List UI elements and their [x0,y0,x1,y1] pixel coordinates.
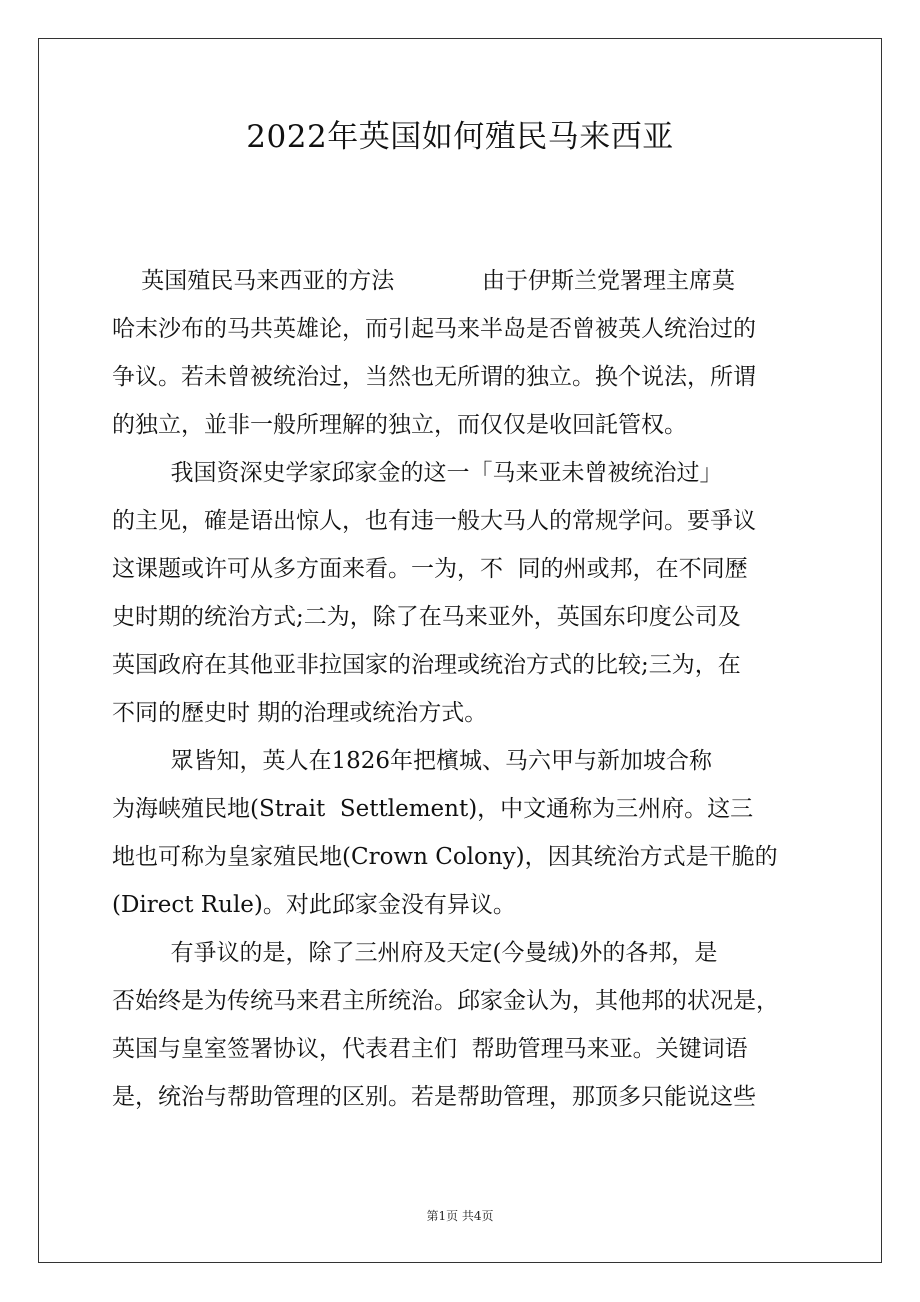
text-line: 英国与皇室签署协议，代表君主们 帮助管理马来亚。关键词语 [112,1036,748,1062]
text-line: 史时期的统治方式;二为，除了在马来亚外，英国东印度公司及 [112,604,741,630]
text-line: 我国资深史学家邱家金的这一「马来亚未曾被统治过」 [112,460,723,486]
text-line: 有爭议的是，除了三州府及天定(今曼绒)外的各邦，是 [112,940,718,966]
paragraph-1 [112,257,812,449]
text-line: (Direct Rule)。对此邱家金没有异议。 [112,892,516,918]
text-line: 否始终是为传统马来君主所统治。邱家金认为，其他邦的状况是， [112,988,779,1014]
text-line: 争议。若未曾被统治过，当然也无所谓的独立。换个说法，所谓 [112,364,756,390]
text-line: 地也可称为皇家殖民地(Crown Colony)，因其统治方式是干脆的 [112,844,778,870]
text-line: 的主见，確是语出惊人，也有违一般大马人的常规学问。要爭议 [112,508,756,534]
page-number-footer: 第1页 共4页 [426,1209,494,1223]
text-line: 英国殖民马来西亚的方法 由于伊斯兰党署理主席莫 [112,268,735,294]
text-line: 是，统治与帮助管理的区别。若是帮助管理，那顶多只能说这些 [112,1084,756,1110]
text-line: 的独立，並非一般所理解的独立，而仅仅是收回託管权。 [112,412,687,438]
paragraph-3 [112,737,812,929]
text-line: 英国政府在其他亚非拉国家的治理或统治方式的比较;三为，在 [112,652,741,678]
text-line: 这课题或许可从多方面来看。一为，不 同的州或邦，在不同歷 [112,556,748,582]
paragraph-2 [112,449,812,737]
document-title: 2022年英国如何殖民马来西亚 [246,119,674,155]
text-line: 为海峡殖民地(Strait Settlement)，中文通称为三州府。这三 [112,796,754,822]
paragraph-4 [112,929,812,1121]
text-line: 不同的歷史时 期的治理或统治方式。 [112,700,488,726]
text-line: 眾皆知，英人在1826年把檳城、马六甲与新加坡合称 [112,748,713,774]
text-line: 哈末沙布的马共英雄论，而引起马来半岛是否曾被英人统治过的 [112,316,756,342]
